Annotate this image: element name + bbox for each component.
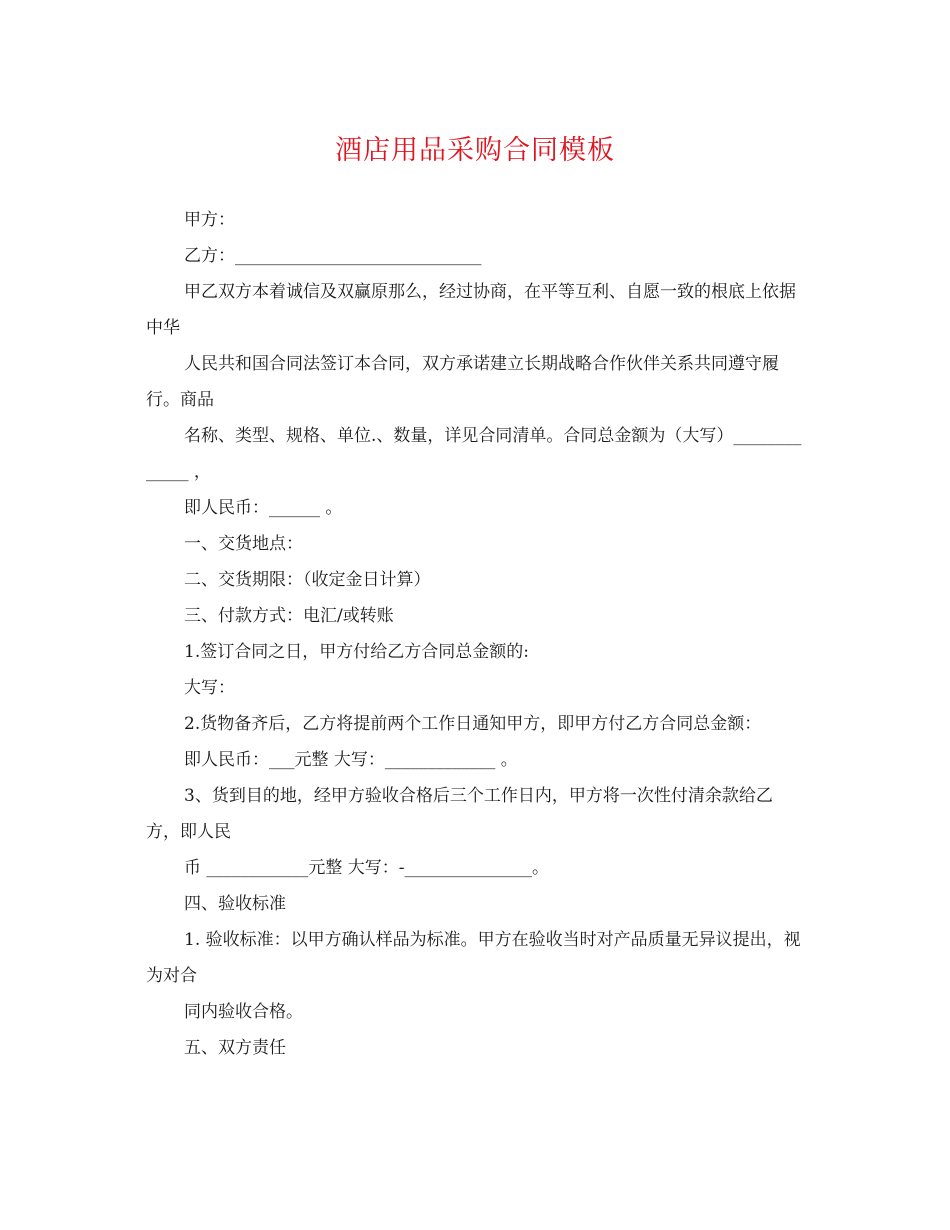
section-1-delivery-place: 一、交货地点： (184, 534, 303, 554)
intro-paragraph-1: 甲乙双方本着诚信及双赢原那么，经过协商，在平等互利、自愿一致的根底上依据中华 (146, 282, 796, 338)
intro-paragraph-3: 名称、类型、规格、单位.、数量，详见合同清单。合同总金额为（大写）_____________ ， (146, 426, 802, 482)
party-a-line: 甲方： (184, 210, 235, 230)
party-b-line: 乙方：_____________________________ (184, 246, 482, 266)
payment-item-3: 3、货到目的地，经甲方验收合格后三个工作日内，甲方将一次性付清余款给乙方，即人民 (146, 786, 773, 842)
payment-item-1: 1.签订合同之日，甲方付给乙方合同总金额的: (184, 642, 529, 662)
section-3-payment-method: 三、付款方式：电汇/或转账 (184, 606, 394, 626)
rmb-amount-line: 即人民币：______ 。 (184, 498, 343, 518)
payment-item-2: 2.货物备齐后，乙方将提前两个工作日通知甲方，即甲方付乙方合同总金额： (184, 714, 762, 734)
document-title: 酒店用品采购合同模板 (335, 135, 615, 166)
section-5-responsibilities: 五、双方责任 (184, 1038, 286, 1058)
payment-item-1-capital: 大写： (184, 678, 235, 698)
document-body (146, 202, 806, 1066)
section-2-delivery-period: 二、交货期限：（收定金日计算） (184, 570, 431, 590)
section-4-acceptance: 四、验收标准 (184, 894, 286, 914)
intro-paragraph-2: 人民共和国合同法签订本合同，双方承诺建立长期战略合作伙伴关系共同遵守履行。商品 (146, 354, 779, 410)
payment-item-3-amount: 币 ____________元整 大写：-_______________。 (184, 858, 550, 878)
acceptance-item-1: 1. 验收标准：以甲方确认样品为标准。甲方在验收当时对产品质量无异议提出，视为对合 (146, 930, 801, 986)
acceptance-item-1-cont: 同内验收合格。 (184, 1002, 303, 1022)
payment-item-2-amount: 即人民币：___元整 大写：_____________ 。 (184, 750, 518, 770)
